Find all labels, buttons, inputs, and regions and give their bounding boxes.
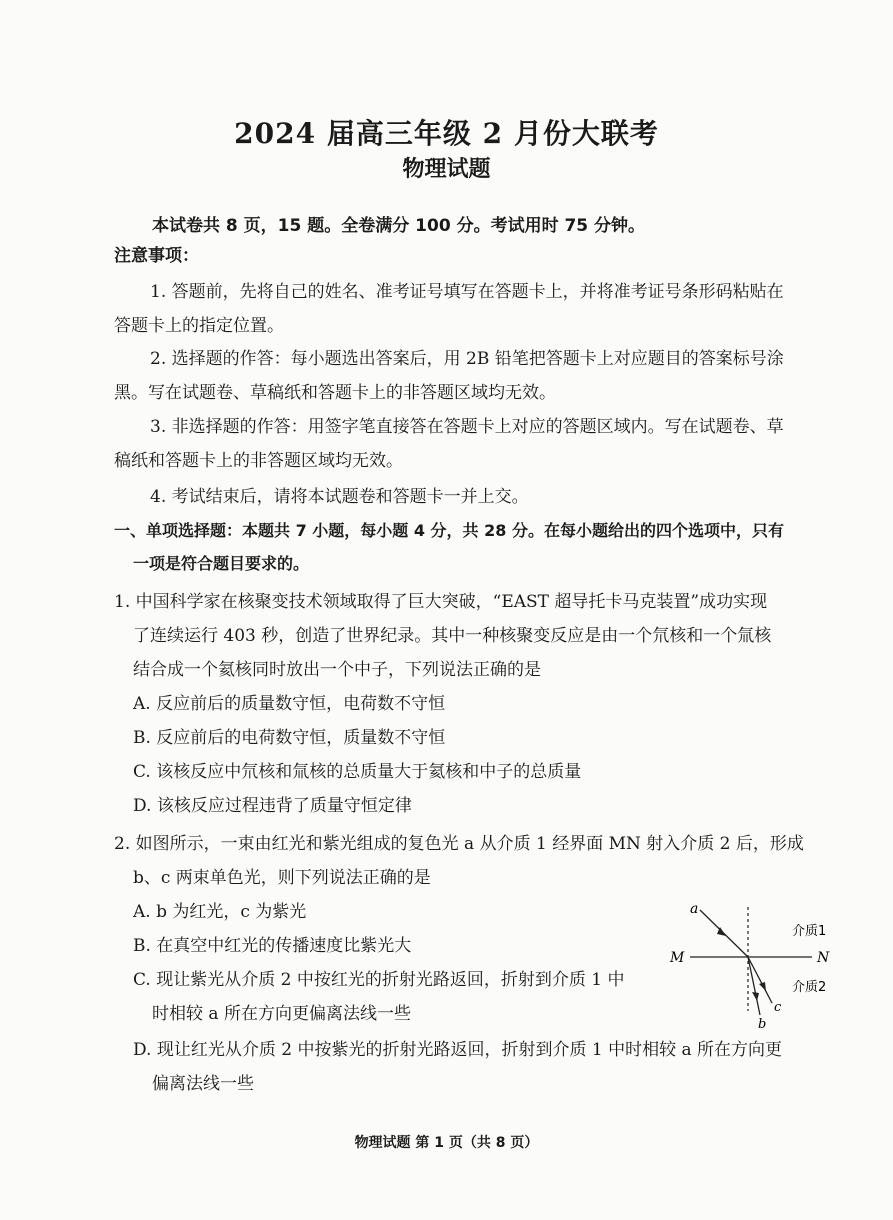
notice-3-line-2: 稿纸和答题卡上的非答题区域均无效。	[114, 451, 403, 471]
label-b: b	[758, 1017, 767, 1032]
ray-b-arrow	[752, 992, 759, 1001]
q2-option-b: B. 在真空中红光的传播速度比紫光大	[133, 936, 412, 956]
notice-4-line-1: 4. 考试结束后，请将本试题卷和答题卡一并上交。	[150, 487, 529, 507]
notice-2-line-2: 黑。写在试题卷、草稿纸和答题卡上的非答题区域均无效。	[114, 383, 556, 403]
page-title: 2024 届高三年级 2 月份大联考	[234, 117, 659, 150]
label-c: c	[774, 1000, 782, 1015]
q1-option-d: D. 该核反应过程违背了质量守恒定律	[133, 796, 412, 816]
exam-summary: 本试卷共 8 页，15 题。全卷满分 100 分。考试用时 75 分钟。	[152, 216, 646, 236]
q1-option-b: B. 反应前后的电荷数守恒，质量数不守恒	[133, 728, 446, 748]
q1-option-a: A. 反应前后的质量数守恒，电荷数不守恒	[133, 694, 446, 714]
notice-3-line-1: 3. 非选择题的作答：用签字笔直接答在答题卡上对应的答题区域内。写在试题卷、草	[150, 417, 784, 437]
notice-heading: 注意事项：	[114, 246, 199, 266]
q2-option-d-line-1: D. 现让红光从介质 2 中按紫光的折射光路返回，折射到介质 1 中时相较 a 所在方向更	[133, 1040, 783, 1060]
section-1-heading-cont: 一项是符合题目要求的。	[133, 554, 310, 573]
label-a: a	[690, 901, 699, 917]
page-subtitle: 物理试题	[402, 157, 491, 182]
q1-option-c: C. 该核反应中氘核和氚核的总质量大于氦核和中子的总质量	[133, 762, 582, 782]
label-m: M	[670, 950, 685, 966]
q2-stem-line-1: 2. 如图所示，一束由红光和紫光组成的复色光 a 从介质 1 经界面 MN 射入介质 2 后，形成	[114, 834, 804, 854]
notice-1-line-1: 1. 答题前，先将自己的姓名、准考证号填写在答题卡上，并将准考证号条形码粘贴在	[150, 282, 784, 302]
q2-option-a: A. b 为红光，c 为紫光	[133, 902, 307, 922]
label-medium-1: 介质1	[792, 924, 827, 939]
refraction-diagram	[660, 893, 850, 1038]
label-medium-2: 介质2	[792, 980, 827, 995]
q2-stem-line-2: b、c 两束单色光，则下列说法正确的是	[133, 868, 431, 888]
q1-stem-line-2: 了连续运行 403 秒，创造了世界纪录。其中一种核聚变反应是由一个氘核和一个氚核	[133, 626, 772, 646]
q1-stem-line-3: 结合成一个氦核同时放出一个中子，下列说法正确的是	[133, 660, 541, 680]
ray-c-arrow	[759, 982, 766, 991]
page-footer: 物理试题 第 1 页（共 8 页）	[354, 1135, 539, 1151]
refracted-ray-b	[748, 957, 760, 1015]
q2-option-d-line-2: 偏离法线一些	[152, 1074, 254, 1094]
q2-option-c-line-2: 时相较 a 所在方向更偏离法线一些	[152, 1004, 411, 1024]
q2-option-c-line-1: C. 现让紫光从介质 2 中按红光的折射光路返回，折射到介质 1 中	[133, 970, 625, 990]
label-n: N	[817, 950, 830, 966]
refracted-ray-c	[748, 957, 772, 1003]
notice-1-line-2: 答题卡上的指定位置。	[114, 316, 284, 336]
notice-2-line-1: 2. 选择题的作答：每小题选出答案后，用 2B 铅笔把答题卡上对应题目的答案标号涂	[150, 349, 784, 369]
section-1-heading: 一、单项选择题：本题共 7 小题，每小题 4 分，共 28 分。在每小题给出的四个选项中，只有	[114, 521, 784, 540]
q1-stem-line-1: 1. 中国科学家在核聚变技术领域取得了巨大突破，“EAST 超导托卡马克装置”成功实现	[114, 592, 768, 612]
